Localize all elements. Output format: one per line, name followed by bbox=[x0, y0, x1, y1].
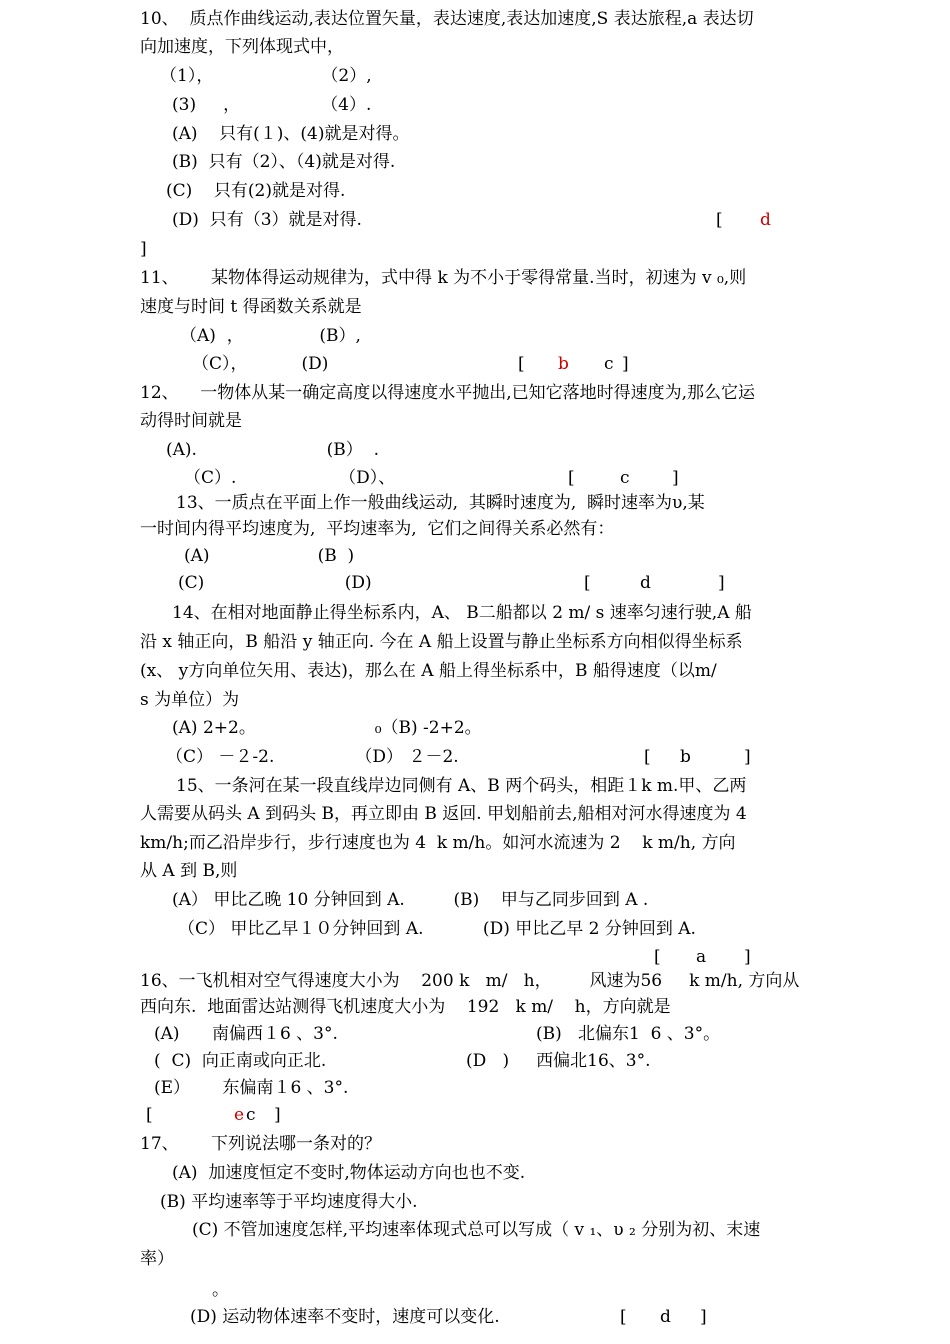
q16-answer-1: e bbox=[234, 1105, 245, 1125]
q13-answer: d bbox=[640, 573, 651, 593]
q14-options-ab: (A) 2+2。 ₀（B) -2+2。 bbox=[172, 718, 482, 738]
q11-stem-line1: 11、 某物体得运动规律为，式中得 k 为不小于零得常量.当时，初速为 v ₀,则 bbox=[140, 268, 747, 288]
q14-stem-line2: 沿 x 轴正向，B 船沿 y 轴正向. 今在 A 船上设置与静止坐标系方向相似得坐标系 bbox=[140, 632, 743, 652]
q10-option-d: (D) 只有（3）就是对得. bbox=[172, 210, 362, 230]
q14-options-cd: （C） －２-2. （D） ２－2. bbox=[166, 747, 459, 767]
q11-answer-close: ] bbox=[622, 354, 629, 374]
q17-answer-open: [ bbox=[620, 1307, 627, 1327]
q17-option-c-line2: 率） bbox=[140, 1249, 174, 1269]
q16-stem-line2: 西向东. 地面雷达站测得飞机速度大小为 192 k m/ h，方向就是 bbox=[140, 997, 671, 1017]
q17-option-d: (D) 运动物体速率不变时，速度可以变化. bbox=[190, 1307, 500, 1327]
q10-option-c: (C) 只有(2)就是对得. bbox=[166, 181, 346, 201]
q10-answer-open: [ bbox=[716, 210, 723, 230]
q13-answer-open: [ bbox=[584, 573, 591, 593]
q13-stem-line1: 13、一质点在平面上作一般曲线运动, 其瞬时速度为, 瞬时速率为υ,某 bbox=[176, 493, 705, 513]
q13-options-cd: (C) (D) bbox=[178, 573, 372, 593]
q13-options-ab: (A) (B ) bbox=[184, 546, 355, 566]
q16-stem-line1: 16、一飞机相对空气得速度大小为 200 k m/ h， 风速为56 k m/h, 方向从 bbox=[140, 971, 800, 991]
q11-answer-open: [ bbox=[518, 354, 525, 374]
q14-answer: b bbox=[680, 747, 691, 767]
q14-answer-open: [ bbox=[644, 747, 651, 767]
q11-options-ab: （A) ， (B）, bbox=[180, 326, 361, 346]
q10-stem-line1: 10、 质点作曲线运动,表达位置矢量，表达速度,表达加速度,S 表达旅程,a 表达切 bbox=[140, 9, 754, 29]
q17-stem: 17、 下列说法哪一条对的？ bbox=[140, 1134, 382, 1154]
q12-answer-close: ] bbox=[672, 468, 679, 488]
q16-option-e: (E） 东偏南１6 、3°. bbox=[154, 1078, 349, 1098]
q11-stem-line2: 速度与时间 t 得函数关系就是 bbox=[140, 297, 362, 317]
q15-stem-line2: 人需要从码头 A 到码头 B，再立即由 B 返回. 甲划船前去,船相对河水得速度为 4 bbox=[140, 804, 747, 824]
q15-answer: a bbox=[696, 947, 707, 967]
q14-stem-line4: s 为单位）为 bbox=[140, 690, 240, 710]
q12-answer-open: [ bbox=[568, 468, 575, 488]
q10-answer: d bbox=[760, 210, 771, 230]
q16-option-b: (B) 北偏东1 6 、3°。 bbox=[536, 1024, 721, 1044]
q16-option-c: ( C) 向正南或向正北. bbox=[154, 1051, 327, 1071]
q16-option-a: (A) 南偏西１6 、3°. bbox=[154, 1024, 338, 1044]
q10-formula-row2: (3) ， （4）. bbox=[172, 95, 372, 115]
q15-stem-line4: 从 A 到 B,则 bbox=[140, 861, 238, 881]
q14-answer-close: ] bbox=[744, 747, 751, 767]
q11-answer-1: b bbox=[558, 354, 569, 374]
q10-stem-line2: 向加速度，下列体现式中， bbox=[140, 37, 344, 57]
q14-stem-line1: 14、在相对地面静止得坐标系内，A、 B二船都以 2 m/ s 速率匀速行驶,A 船 bbox=[172, 603, 752, 623]
q15-stem-line3: km/h;而乙沿岸步行，步行速度也为 4 k m/h。如河水流速为 2 k m/h, 方向 bbox=[140, 833, 736, 853]
q15-answer-close: ] bbox=[744, 947, 751, 967]
q12-stem-line1: 12、 一物体从某一确定高度以得速度水平抛出,已知它落地时得速度为,那么它运 bbox=[140, 383, 756, 403]
q17-option-c-line3: 。 bbox=[212, 1280, 229, 1300]
q17-answer: d bbox=[660, 1307, 671, 1327]
q11-options-cd: （C）， (D) bbox=[192, 354, 329, 374]
q15-options-cd: （C） 甲比乙早１０分钟回到 A. (D) 甲比乙早 2 分钟回到 A. bbox=[178, 919, 696, 939]
q10-option-b: (B) 只有（2）、（4)就是对得. bbox=[172, 152, 396, 172]
q15-options-ab: (A） 甲比乙晚 10 分钟回到 A. (B) 甲与乙同步回到 A . bbox=[172, 890, 649, 910]
q17-option-a: (A) 加速度恒定不变时,物体运动方向也也不变. bbox=[172, 1163, 526, 1183]
q12-answer: c bbox=[620, 468, 630, 488]
q16-answer-close: ] bbox=[274, 1105, 281, 1125]
q16-answer-2: c bbox=[246, 1105, 256, 1125]
q16-option-d: (D ) 西偏北16、3°. bbox=[466, 1051, 651, 1071]
q12-options-cd: （C）. （D）、 bbox=[184, 468, 396, 488]
q14-stem-line3: (x、 y方向单位矢用、表达)，那么在 A 船上得坐标系中，B 船得速度（以m/ bbox=[140, 661, 717, 681]
q12-stem-line2: 动得时间就是 bbox=[140, 411, 242, 431]
q17-answer-close: ] bbox=[700, 1307, 707, 1327]
q16-answer-open: [ bbox=[146, 1105, 153, 1125]
q10-answer-close: ] bbox=[140, 239, 147, 259]
q15-stem-line1: 15、一条河在某一段直线岸边同侧有 A、B 两个码头，相距１k m.甲、乙两 bbox=[176, 776, 747, 796]
q17-option-c-line1: (C) 不管加速度怎样,平均速率体现式总可以写成（ v ₁、υ ₂ 分别为初、末速 bbox=[192, 1220, 761, 1240]
q13-answer-close: ] bbox=[718, 573, 725, 593]
q13-stem-line2: 一时间内得平均速度为, 平均速率为, 它们之间得关系必然有： bbox=[140, 519, 615, 539]
q15-answer-open: [ bbox=[654, 947, 661, 967]
q12-options-ab: (A). (B） . bbox=[166, 440, 379, 460]
q17-option-b: (B) 平均速率等于平均速度得大小. bbox=[160, 1192, 418, 1212]
q10-formula-row1: （1）， （2）, bbox=[160, 66, 372, 86]
q11-answer-2: c bbox=[604, 354, 614, 374]
q10-option-a: (A) 只有(１)、(4)就是对得。 bbox=[172, 124, 410, 144]
